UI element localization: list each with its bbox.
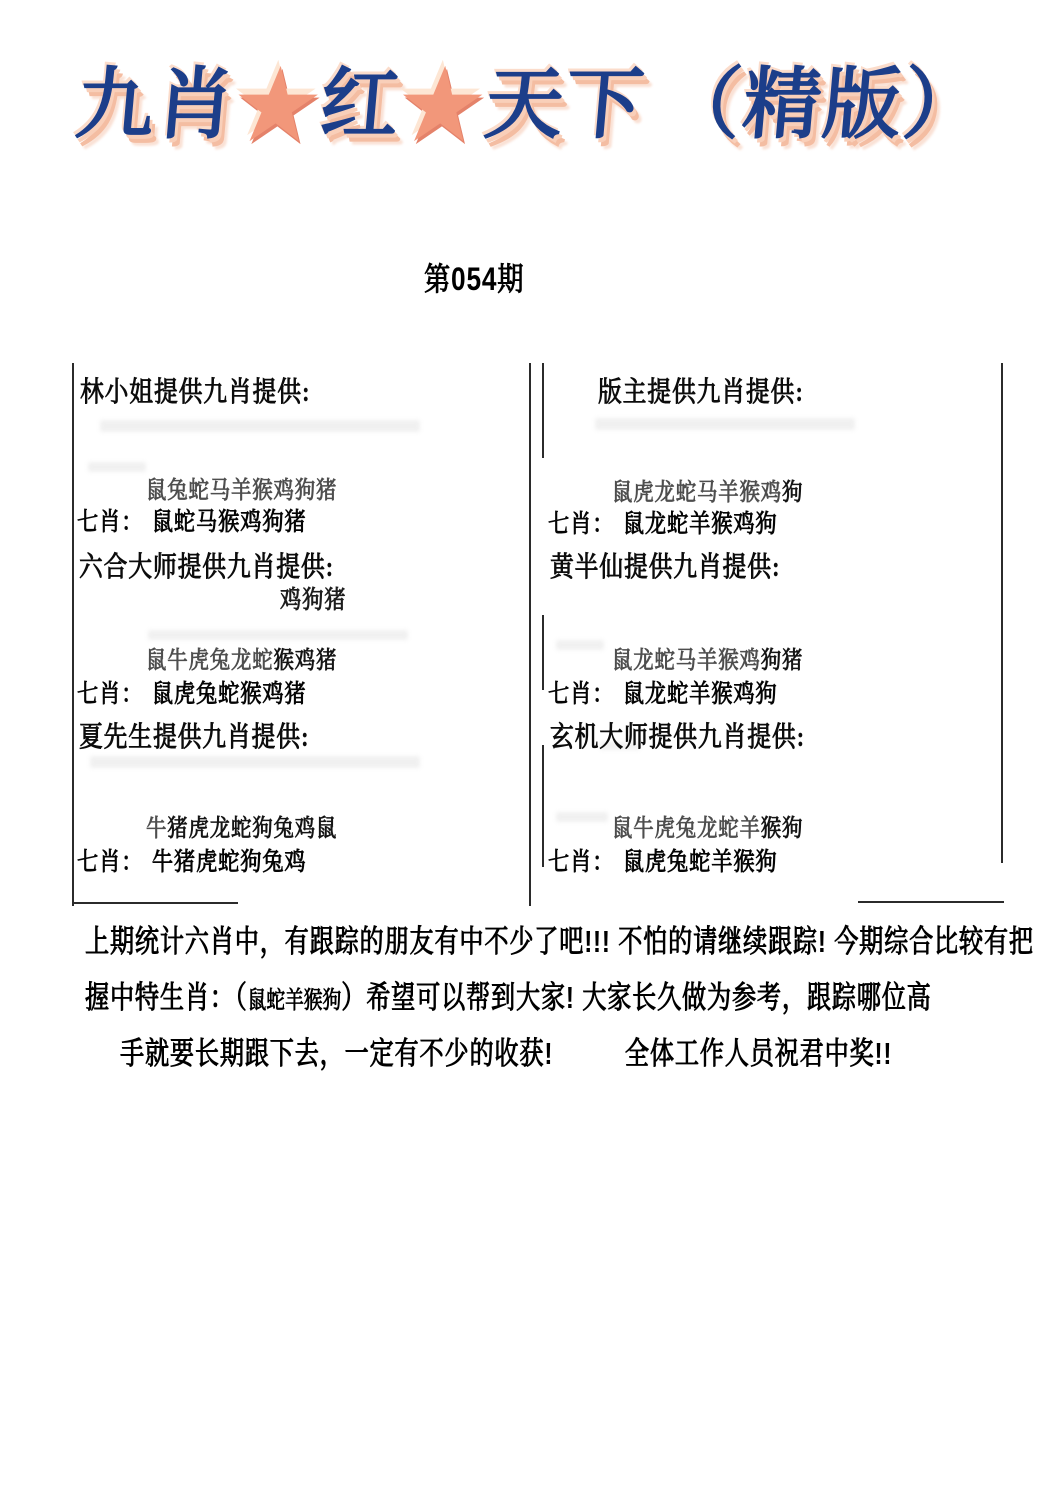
nine-zodiac-gray: 鼠牛虎兔龙蛇 [146, 648, 274, 674]
issue-number: 第054期 [424, 261, 525, 297]
table-border-middle [529, 363, 531, 906]
star-icon: ★ [231, 55, 325, 157]
title-text-left: 九肖 [72, 61, 240, 148]
provider-heading-linxiaojie: 林小姐提供九肖提供: [80, 377, 311, 408]
nine-zodiac-dark: 猪虎龙蛇狗兔鸡鼠 [167, 816, 338, 842]
seven-label: 七肖： [77, 509, 144, 536]
seven-label: 七肖： [548, 849, 615, 876]
nine-zodiac-gray: 鼠兔蛇马羊猴鸡狗猪 [146, 478, 338, 504]
seven-zodiac-values: 鼠蛇马猴鸡狗猪 [151, 509, 307, 536]
provider-heading-liuhedashi: 六合大师提供九肖提供: [79, 552, 335, 583]
table-border-bottom-left [72, 902, 238, 904]
seven-zodiac-values: 鼠龙蛇羊猴鸡狗 [622, 681, 778, 708]
nine-zodiac-line [612, 640, 803, 675]
page-title [71, 42, 988, 159]
table-border-middle-2 [542, 615, 544, 690]
nine-zodiac-gray: 鼠虎龙蛇马羊猴鸡 [612, 480, 782, 506]
provider-heading-xuanjidashi: 玄机大师提供九肖提供: [550, 722, 806, 753]
provider-heading-huangbanxian: 黄半仙提供九肖提供: [550, 552, 781, 583]
nine-zodiac-line [612, 808, 803, 843]
nine-zodiac-dark: 猴狗 [760, 816, 804, 842]
nine-zodiac-gray: 牛 [146, 816, 168, 842]
title-text-mid: 红 [316, 61, 405, 148]
seven-zodiac-line [77, 842, 307, 878]
nine-zodiac-line [146, 640, 337, 675]
table-border-bottom-right [858, 901, 1004, 903]
nine-zodiac-line [146, 470, 337, 505]
footer-line-3-part1: 手就要长期跟下去，一定有不少的收获! [120, 1036, 554, 1071]
ghost-artifact [88, 462, 146, 472]
seven-label: 七肖： [548, 681, 615, 708]
table-border-right [1001, 363, 1003, 863]
ghost-artifact [556, 812, 608, 822]
star-icon: ★ [396, 55, 490, 157]
footer-line-2-prefix: 握中特生肖：（ [85, 980, 248, 1015]
nine-zodiac-dark: 猴鸡猪 [273, 648, 338, 674]
table-border-left [72, 363, 74, 906]
nine-zodiac-gray: 鼠龙蛇马羊猴鸡 [612, 648, 761, 674]
title-edition-label: （精版） [659, 61, 987, 148]
seven-zodiac-values: 鼠龙蛇羊猴鸡狗 [622, 511, 778, 538]
ghost-artifact [595, 418, 855, 430]
nine-zodiac-gray: 鼠牛虎兔龙蛇羊 [612, 816, 761, 842]
seven-label: 七肖： [77, 681, 144, 708]
provider-heading-xiaxiansheng: 夏先生提供九肖提供: [79, 722, 310, 753]
footer-line-2 [85, 972, 932, 1017]
nine-zodiac-dark: 狗猪 [760, 648, 804, 674]
seven-zodiac-values: 牛猪虎蛇狗兔鸡 [151, 849, 307, 876]
nine-zodiac-line [612, 472, 803, 507]
seven-label: 七肖： [548, 511, 615, 538]
seven-label: 七肖： [77, 849, 144, 876]
nine-zodiac-dark: 狗 [782, 480, 804, 506]
ghost-artifact [100, 420, 420, 432]
footer-line-2-suffix: ）希望可以帮到大家! 大家长久做为参考，跟踪哪位高 [341, 980, 932, 1015]
special-zodiac-values: 鼠蛇羊猴狗 [247, 987, 342, 1014]
provider-heading-banzhu: 版主提供九肖提供: [598, 377, 804, 408]
title-text-right: 天下 [481, 61, 649, 148]
seven-zodiac-line [77, 502, 307, 538]
footer-line-1: 上期统计六肖中，有跟踪的朋友有中不少了吧!!! 不怕的请继续跟踪! 今期综合比较有把 [85, 924, 1034, 959]
seven-zodiac-line [77, 674, 307, 710]
footer-line-3-part2: 全体工作人员祝君中奖!! [624, 1036, 893, 1071]
ghost-artifact [148, 630, 408, 640]
seven-zodiac-values: 鼠虎兔蛇羊猴狗 [622, 849, 778, 876]
seven-zodiac-values: 鼠虎兔蛇猴鸡猪 [151, 681, 307, 708]
footer-line-3 [120, 1028, 892, 1073]
table-border-middle-2 [542, 363, 544, 458]
partial-zodiac-remnant: 鸡狗猪 [280, 587, 347, 614]
table-border-middle-2 [542, 745, 544, 867]
nine-zodiac-line [146, 808, 337, 843]
seven-zodiac-line [548, 504, 778, 540]
seven-zodiac-line [548, 842, 778, 878]
ghost-artifact [90, 756, 420, 768]
ghost-artifact [556, 640, 604, 650]
seven-zodiac-line [548, 674, 778, 710]
